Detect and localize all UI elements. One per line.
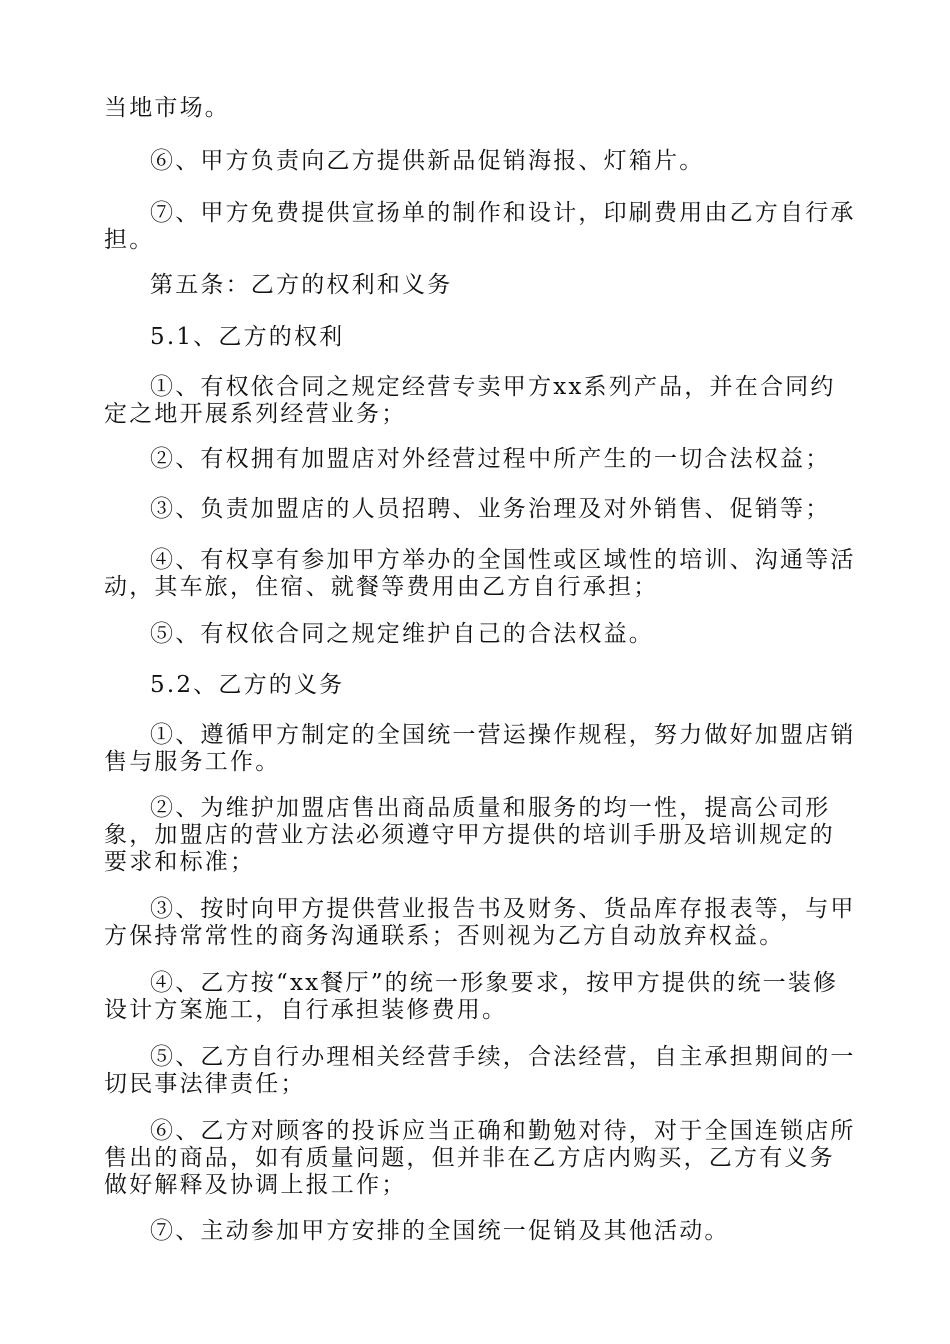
paragraph-obligations-item-3: ③、按时向甲方提供营业报告书及财务、货品库存报表等，与甲方保持常常性的商务沟通联系；否则视为乙方自动放弃权益。 (104, 896, 856, 949)
paragraph-obligations-item-6: ⑥、乙方对顾客的投诉应当正确和勤勉对待，对于全国连锁店所售出的商品，如有质量问题，但并非在乙方店内购买，乙方有义务做好解释及协调上报工作； (104, 1118, 856, 1198)
paragraph-rights-item-1: ①、有权依合同之规定经营专卖甲方xx系列产品，并在合同约定之地开展系列经营业务； (104, 374, 836, 427)
paragraph-obligations-item-4: ④、乙方按“xx餐厅”的统一形象要求，按甲方提供的统一装修设计方案施工，自行承担装修费用。 (104, 970, 839, 1023)
paragraph-rights-item-2: ②、有权拥有加盟店对外经营过程中所产生的一切合法权益； (150, 446, 831, 472)
paragraph-rights-item-4: ④、有权享有参加甲方举办的全国性或区域性的培训、沟通等活动，其车旅，住宿、就餐等费用由乙方自行承担； (104, 547, 856, 600)
subsection-heading-5-1: 5.1、乙方的权利 (150, 324, 345, 350)
paragraph-obligations-item-7: ⑦、主动参加甲方安排的全国统一促销及其他活动。 (150, 1218, 730, 1244)
paragraph-party-a-item-6: ⑥、甲方负责向乙方提供新品促销海报、灯箱片。 (150, 148, 705, 174)
paragraph-obligations-item-2: ②、为维护加盟店售出商品质量和服务的均一性，提高公司形象，加盟店的营业方法必须遵守甲方提供的培训手册及培训规定的要求和标准； (104, 795, 835, 875)
paragraph-obligations-item-1: ①、遵循甲方制定的全国统一营运操作规程，努力做好加盟店销售与服务工作。 (104, 722, 856, 775)
paragraph-rights-item-3: ③、负责加盟店的人员招聘、业务治理及对外销售、促销等； (150, 496, 831, 522)
section-heading-article-5: 第五条：乙方的权利和义务 (150, 272, 453, 298)
paragraph-continuation: 当地市场。 (104, 95, 230, 121)
paragraph-rights-item-5: ⑤、有权依合同之规定维护自己的合法权益。 (150, 621, 654, 647)
subsection-heading-5-2: 5.2、乙方的义务 (150, 672, 345, 698)
paragraph-obligations-item-5: ⑤、乙方自行办理相关经营手续，合法经营，自主承担期间的一切民事法律责任； (104, 1044, 856, 1097)
paragraph-party-a-item-7: ⑦、甲方免费提供宣扬单的制作和设计，印刷费用由乙方自行承担。 (104, 200, 856, 253)
